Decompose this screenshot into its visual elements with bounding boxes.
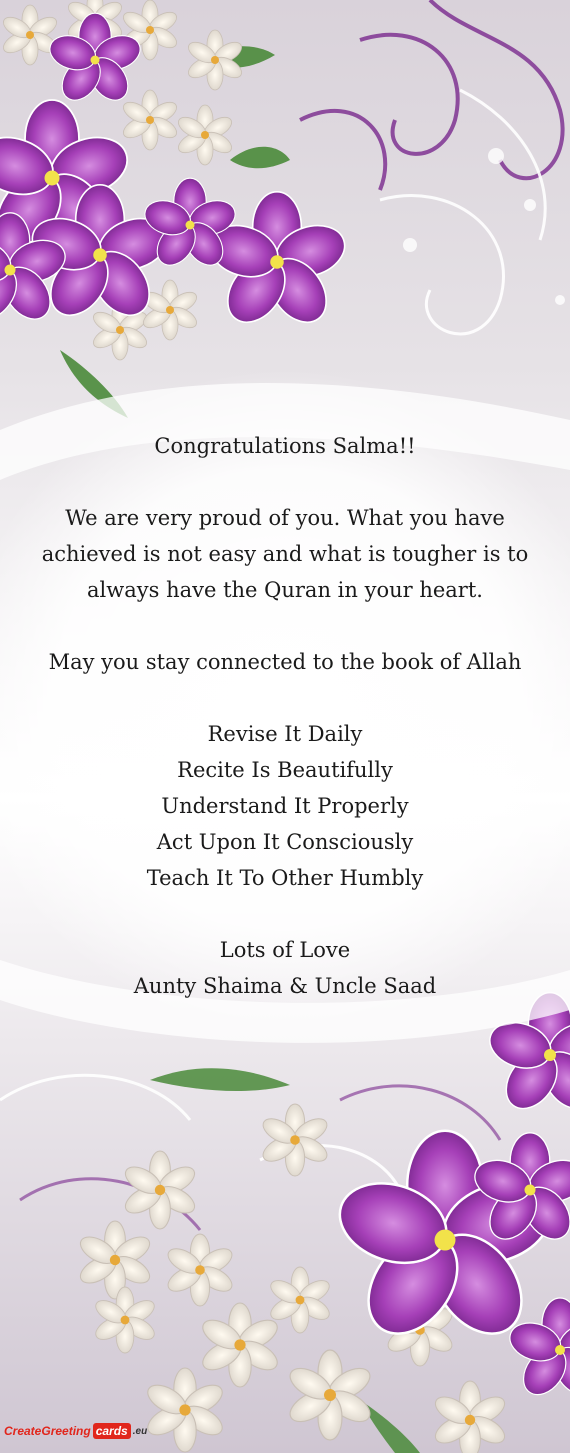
closing-line: Lots of Love [219,938,351,962]
signature-line: Aunty Shaima & Uncle Saad [133,974,437,998]
watermark-brand-box: cards [93,1423,131,1439]
site-watermark-logo [4,1414,147,1448]
list-item: Teach It To Other Humbly [146,866,424,890]
greeting-line: Congratulations Salma!! [154,434,416,458]
list-item: Revise It Daily [207,722,363,746]
watermark-domain: .eu [132,1425,148,1437]
list-item: Understand It Properly [161,794,409,818]
message-paragraph: We are very proud of you. What you have achieved is not easy and what is tougher is to always have the Quran in your heart. [41,506,529,602]
list-item: Recite Is Beautifully [177,758,393,782]
wish-line: May you stay connected to the book of Allah [48,650,522,674]
card-message [0,428,570,1004]
watermark-brand: CreateGreeting [4,1424,91,1438]
list-item: Act Upon It Consciously [156,830,414,854]
